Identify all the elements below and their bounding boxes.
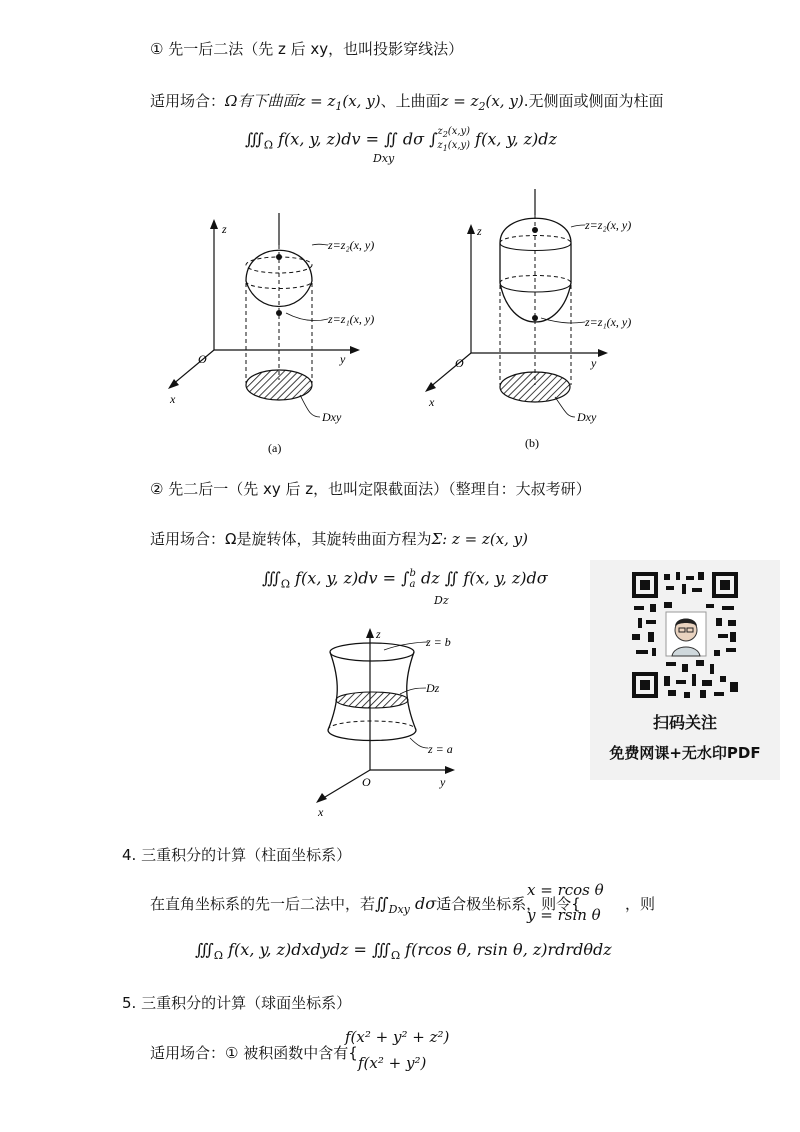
label-z1-a: z=z₁(x, y): [328, 312, 375, 326]
figure-b: [415, 185, 660, 460]
section5-title: 5. 三重积分的计算（球面坐标系）: [122, 994, 352, 1012]
figure-a: [160, 205, 395, 460]
svg-text:x: x: [170, 392, 176, 406]
label-z2-b: z=z₂(x, y): [585, 218, 632, 232]
svg-text:y: y: [340, 352, 346, 366]
section4-sys-x: x = rcos θ: [527, 881, 604, 899]
section5-case1: f(x² + y² + z²): [345, 1028, 450, 1046]
method2-title: [150, 478, 591, 499]
qr-panel: [590, 560, 780, 780]
label-dz: Dz: [426, 681, 440, 695]
label-zb: z = b: [426, 635, 451, 649]
lower-surface-eq: $z = z_1(x$, y): [297, 92, 381, 113]
fig-b-caption: (b): [525, 436, 539, 450]
label-dxy-a: Dxy: [322, 410, 342, 424]
applicability-text-b: 、上曲面: [380, 92, 441, 110]
section4-body: 在直角坐标系的先一后二法中，若$∬_{Dxy}$ dσ适合极坐标系，则令{: [150, 894, 581, 916]
section4-title: 4. 三重积分的计算（柱面坐标系）: [122, 846, 352, 864]
section5-case2: f(x² + y²): [358, 1054, 427, 1072]
svg-text:y: y: [440, 775, 446, 789]
applicability-label-2: 适用场合：: [150, 530, 226, 548]
svg-text:z: z: [376, 627, 381, 641]
formula-1: $∭_\Omega$ f(x, y, z)dv = ∬ dσ $\int z_2(x,y)$ $z_1(x,y)$ f(x, y, z)dz Dxy: [245, 126, 557, 165]
applicability-text-a: Ω有下曲面: [225, 92, 298, 110]
section4-body-c: 适合极坐标系，则令{: [436, 895, 581, 913]
applicability2-text: Ω是旋转体，其旋转曲面方程为: [225, 530, 432, 548]
section5-body: 适用场合：① 被积函数中含有{: [150, 1044, 358, 1062]
label-dxy-b: Dxy: [577, 410, 597, 424]
section4-formula: $∭_\Omega$ f(x, y, z)dxdydz = $∭_\Omega$ f(rcos θ, rsin θ, z)rdrdθdz: [195, 940, 612, 962]
svg-text:O: O: [455, 356, 464, 370]
qr-code-icon[interactable]: [630, 570, 740, 700]
svg-text:y: y: [591, 356, 597, 370]
label-z2-a: z=z₂(x, y): [328, 238, 375, 252]
svg-text:z: z: [222, 222, 227, 236]
svg-text:z: z: [477, 224, 482, 238]
figure-dz: [300, 620, 500, 820]
section4-body-a: 在直角坐标系的先一后二法中，若: [150, 895, 376, 913]
qr-caption-1: 扫码关注: [652, 713, 717, 732]
svg-text:x: x: [318, 805, 324, 819]
applicability2-eq: Σ: z = z(x, y): [431, 530, 528, 548]
applicability-text-c: .无侧面或侧面为柱面: [523, 92, 664, 110]
fig-a-caption: (a): [268, 441, 282, 455]
section4-body-b: dσ: [414, 894, 437, 913]
label-z1-b: z=z₁(x, y): [585, 315, 632, 329]
section4-body-d: ，则: [625, 895, 656, 913]
svg-text:O: O: [198, 352, 207, 366]
method2-source-name: 大叔考研: [515, 480, 576, 498]
method1-title: ① 先一后二法（先 z 后 xy，也叫投影穿线法）: [150, 40, 464, 58]
formula-2: $∭_\Omega$ f(x, y, z)dv = ∫b a dz ∬ f(x, y, z)dσ Dz: [262, 568, 548, 607]
method2-title-text: ② 先二后一（先 xy 后 z，也叫定限截面法）: [150, 480, 449, 498]
section4-sys-y: y = rsin θ: [527, 906, 601, 924]
method2-source: （整理自：: [448, 480, 516, 498]
applicability-label: 适用场合：: [150, 92, 226, 110]
upper-surface-eq: $z = z_2(x$, y): [440, 92, 524, 113]
applicability-line-1: [150, 90, 663, 113]
applicability-line-2: [150, 528, 528, 549]
svg-text:O: O: [362, 775, 371, 789]
label-za: z = a: [428, 742, 453, 756]
method2-source-end: ）: [575, 480, 591, 498]
svg-text:x: x: [429, 395, 435, 409]
qr-caption-2: 免费网课+无水印PDF: [609, 744, 761, 762]
